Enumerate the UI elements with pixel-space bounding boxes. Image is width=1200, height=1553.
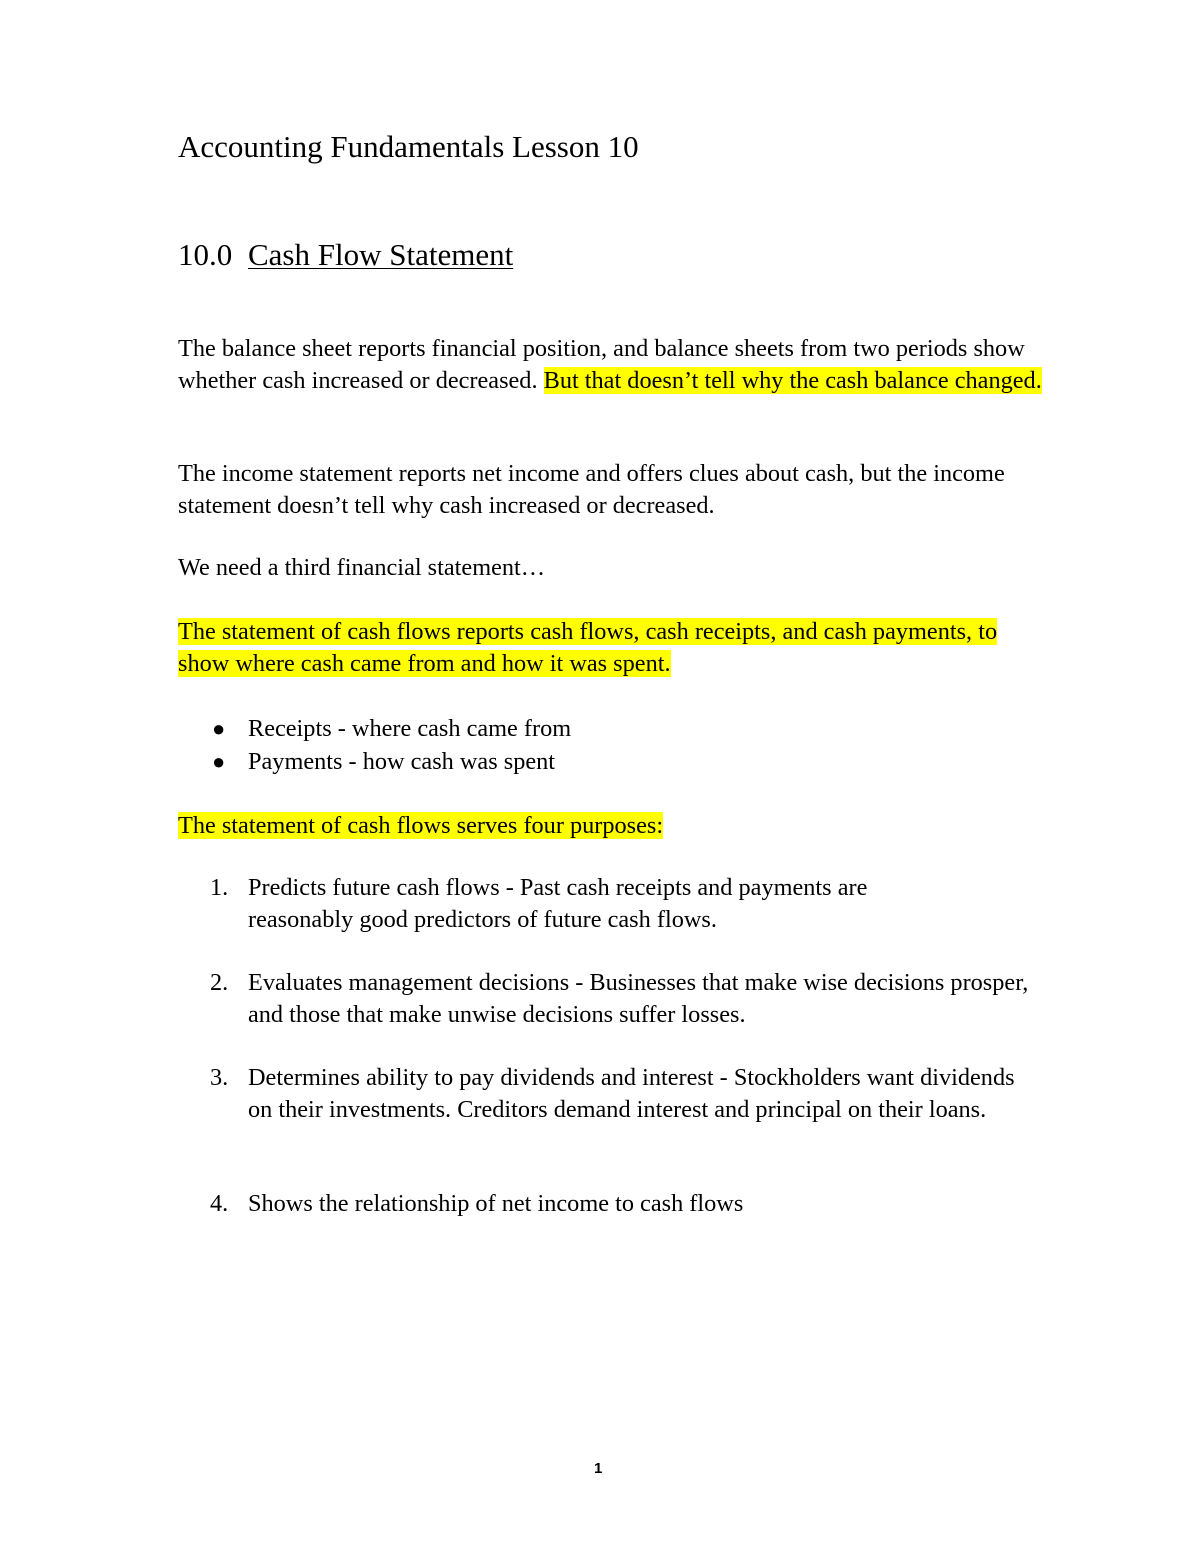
paragraph-text: We need a third financial statement… — [178, 554, 546, 581]
item-number: 2. — [210, 969, 229, 996]
bullet-list — [178, 713, 571, 778]
page-number: 1 — [594, 1460, 603, 1477]
numbered-item — [178, 1188, 1058, 1220]
highlighted-text: The statement of cash flows reports cash flows, cash receipts, and cash payments, to show where cash came from and how it was spent. — [178, 618, 998, 677]
bullet-dot-icon: ● — [212, 748, 226, 774]
list-item-text: Receipts - where cash came from — [248, 715, 572, 742]
item-text: Predicts future cash flows - Past cash receipts and payments are reasonably good predictors of future cash flows. — [248, 874, 868, 933]
purposes-intro — [178, 810, 1048, 842]
paragraph-text: The balance sheet reports financial position, and balance sheets from two periods show whether cash increased or decreased. — [178, 335, 1025, 394]
item-text: Determines ability to pay dividends and interest - Stockholders want dividends on their investments. Creditors demand interest and principal on their loans. — [248, 1064, 1015, 1123]
paragraph-text: The income statement reports net income and offers clues about cash, but the income statement doesn’t tell why cash increased or decreased. — [178, 460, 1005, 519]
paragraph-third-statement — [178, 552, 1048, 584]
numbered-item — [178, 1062, 1058, 1125]
list-item-text: Payments - how cash was spent — [248, 747, 556, 775]
section-heading — [178, 236, 513, 274]
item-text: Evaluates management decisions - Businesses that make wise decisions prosper, and those that make unwise decisions suffer losses. — [248, 969, 1029, 1028]
item-number: 1. — [210, 874, 229, 901]
item-text: Shows the relationship of net income to cash flows — [248, 1190, 744, 1217]
paragraph-income-statement — [178, 458, 1048, 521]
paragraph-cash-flows-definition — [178, 616, 1048, 679]
page-title: Accounting Fundamentals Lesson 10 — [178, 129, 639, 164]
highlighted-text: But that doesn’t tell why the cash balance changed. — [543, 366, 1042, 394]
section-number: 10.0 — [178, 237, 233, 272]
paragraph-balance-sheet — [178, 333, 1048, 396]
list-item — [178, 746, 571, 779]
numbered-item — [178, 967, 1058, 1030]
section-title: Cash Flow Statement — [248, 237, 514, 272]
bullet-dot-icon: ● — [212, 716, 226, 741]
list-item — [178, 713, 571, 746]
numbered-item — [178, 872, 1058, 935]
item-number: 4. — [210, 1190, 229, 1217]
item-number: 3. — [210, 1064, 229, 1091]
highlighted-text: The statement of cash flows serves four purposes: — [178, 812, 664, 839]
